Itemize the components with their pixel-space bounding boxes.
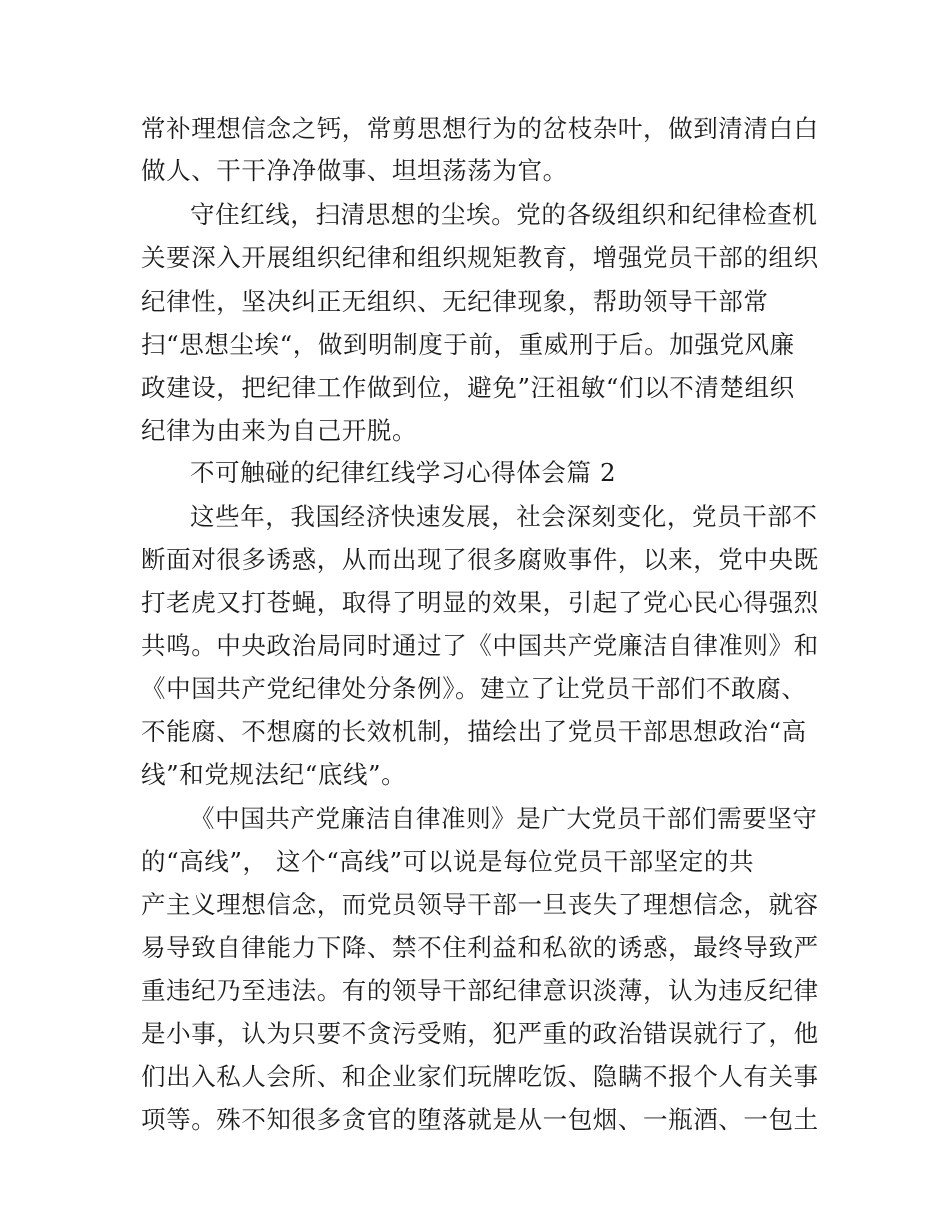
text-line: 产主义理想信念，而党员领导干部一旦丧失了理想信念，就容	[141, 890, 819, 919]
text-line: 关要深入开展组织纪律和组织规矩教育，增强党员干部的组织	[141, 243, 819, 272]
text-line: 线”和党规法纪“底线”。	[141, 760, 407, 789]
paragraph-start-line: 这些年，我国经济快速发展，社会深刻变化，党员干部不	[190, 502, 818, 531]
text-line: 们出入私人会所、和企业家们玩牌吃饭、隐瞒不报个人有关事	[141, 1062, 819, 1091]
text-line: 打老虎又打苍蝇，取得了明显的效果，引起了党心民心得强烈	[141, 588, 819, 617]
text-line: 常补理想信念之钙，常剪思想行为的岔枝杂叶，做到清清白白	[141, 114, 819, 143]
paragraph-start-line: 守住红线，扫清思想的尘埃。党的各级组织和纪律检查机	[190, 200, 818, 229]
paragraph-start-line: 《中国共产党廉洁自律准则》是广大党员干部们需要坚守	[190, 804, 818, 833]
text-line: 断面对很多诱惑，从而出现了很多腐败事件，以来，党中央既	[141, 545, 819, 574]
text-line: 政建设，把纪律工作做到位，避免”汪祖敏“们以不清楚组织	[141, 373, 795, 402]
text-line: 不能腐、不想腐的长效机制，描绘出了党员干部思想政治“高	[141, 717, 807, 746]
text-line: 易导致自律能力下降、禁不住利益和私欲的诱惑，最终导致严	[141, 933, 819, 962]
text-line: 项等。殊不知很多贪官的堕落就是从一包烟、一瓶酒、一包土	[141, 1105, 819, 1134]
text-line: 纪律为由来为自己开脱。	[141, 416, 418, 445]
text-line: 扫“思想尘埃“，做到明制度于前，重威刑于后。加强党风廉	[141, 330, 795, 359]
text-line: 纪律性，坚决纠正无组织、无纪律现象，帮助领导干部常	[141, 287, 769, 316]
text-line: 做人、干干净净做事、坦坦荡荡为官。	[141, 156, 568, 185]
text-line: 《中国共产党纪律处分条例》。建立了让党员干部们不敢腐、	[141, 674, 807, 703]
section-heading: 不可触碰的纪律红线学习心得体会篇 2	[190, 458, 617, 487]
text-line: 是小事，认为只要不贪污受贿，犯严重的政治错误就行了，他	[141, 1019, 819, 1048]
text-line: 重违纪乃至违法。有的领导干部纪律意识淡薄，认为违反纪律	[141, 976, 819, 1005]
text-line: 共鸣。中央政治局同时通过了《中国共产党廉洁自律准则》和	[141, 631, 819, 660]
text-line: 的“高线”， 这个“高线”可以说是每位党员干部坚定的共	[141, 847, 755, 876]
